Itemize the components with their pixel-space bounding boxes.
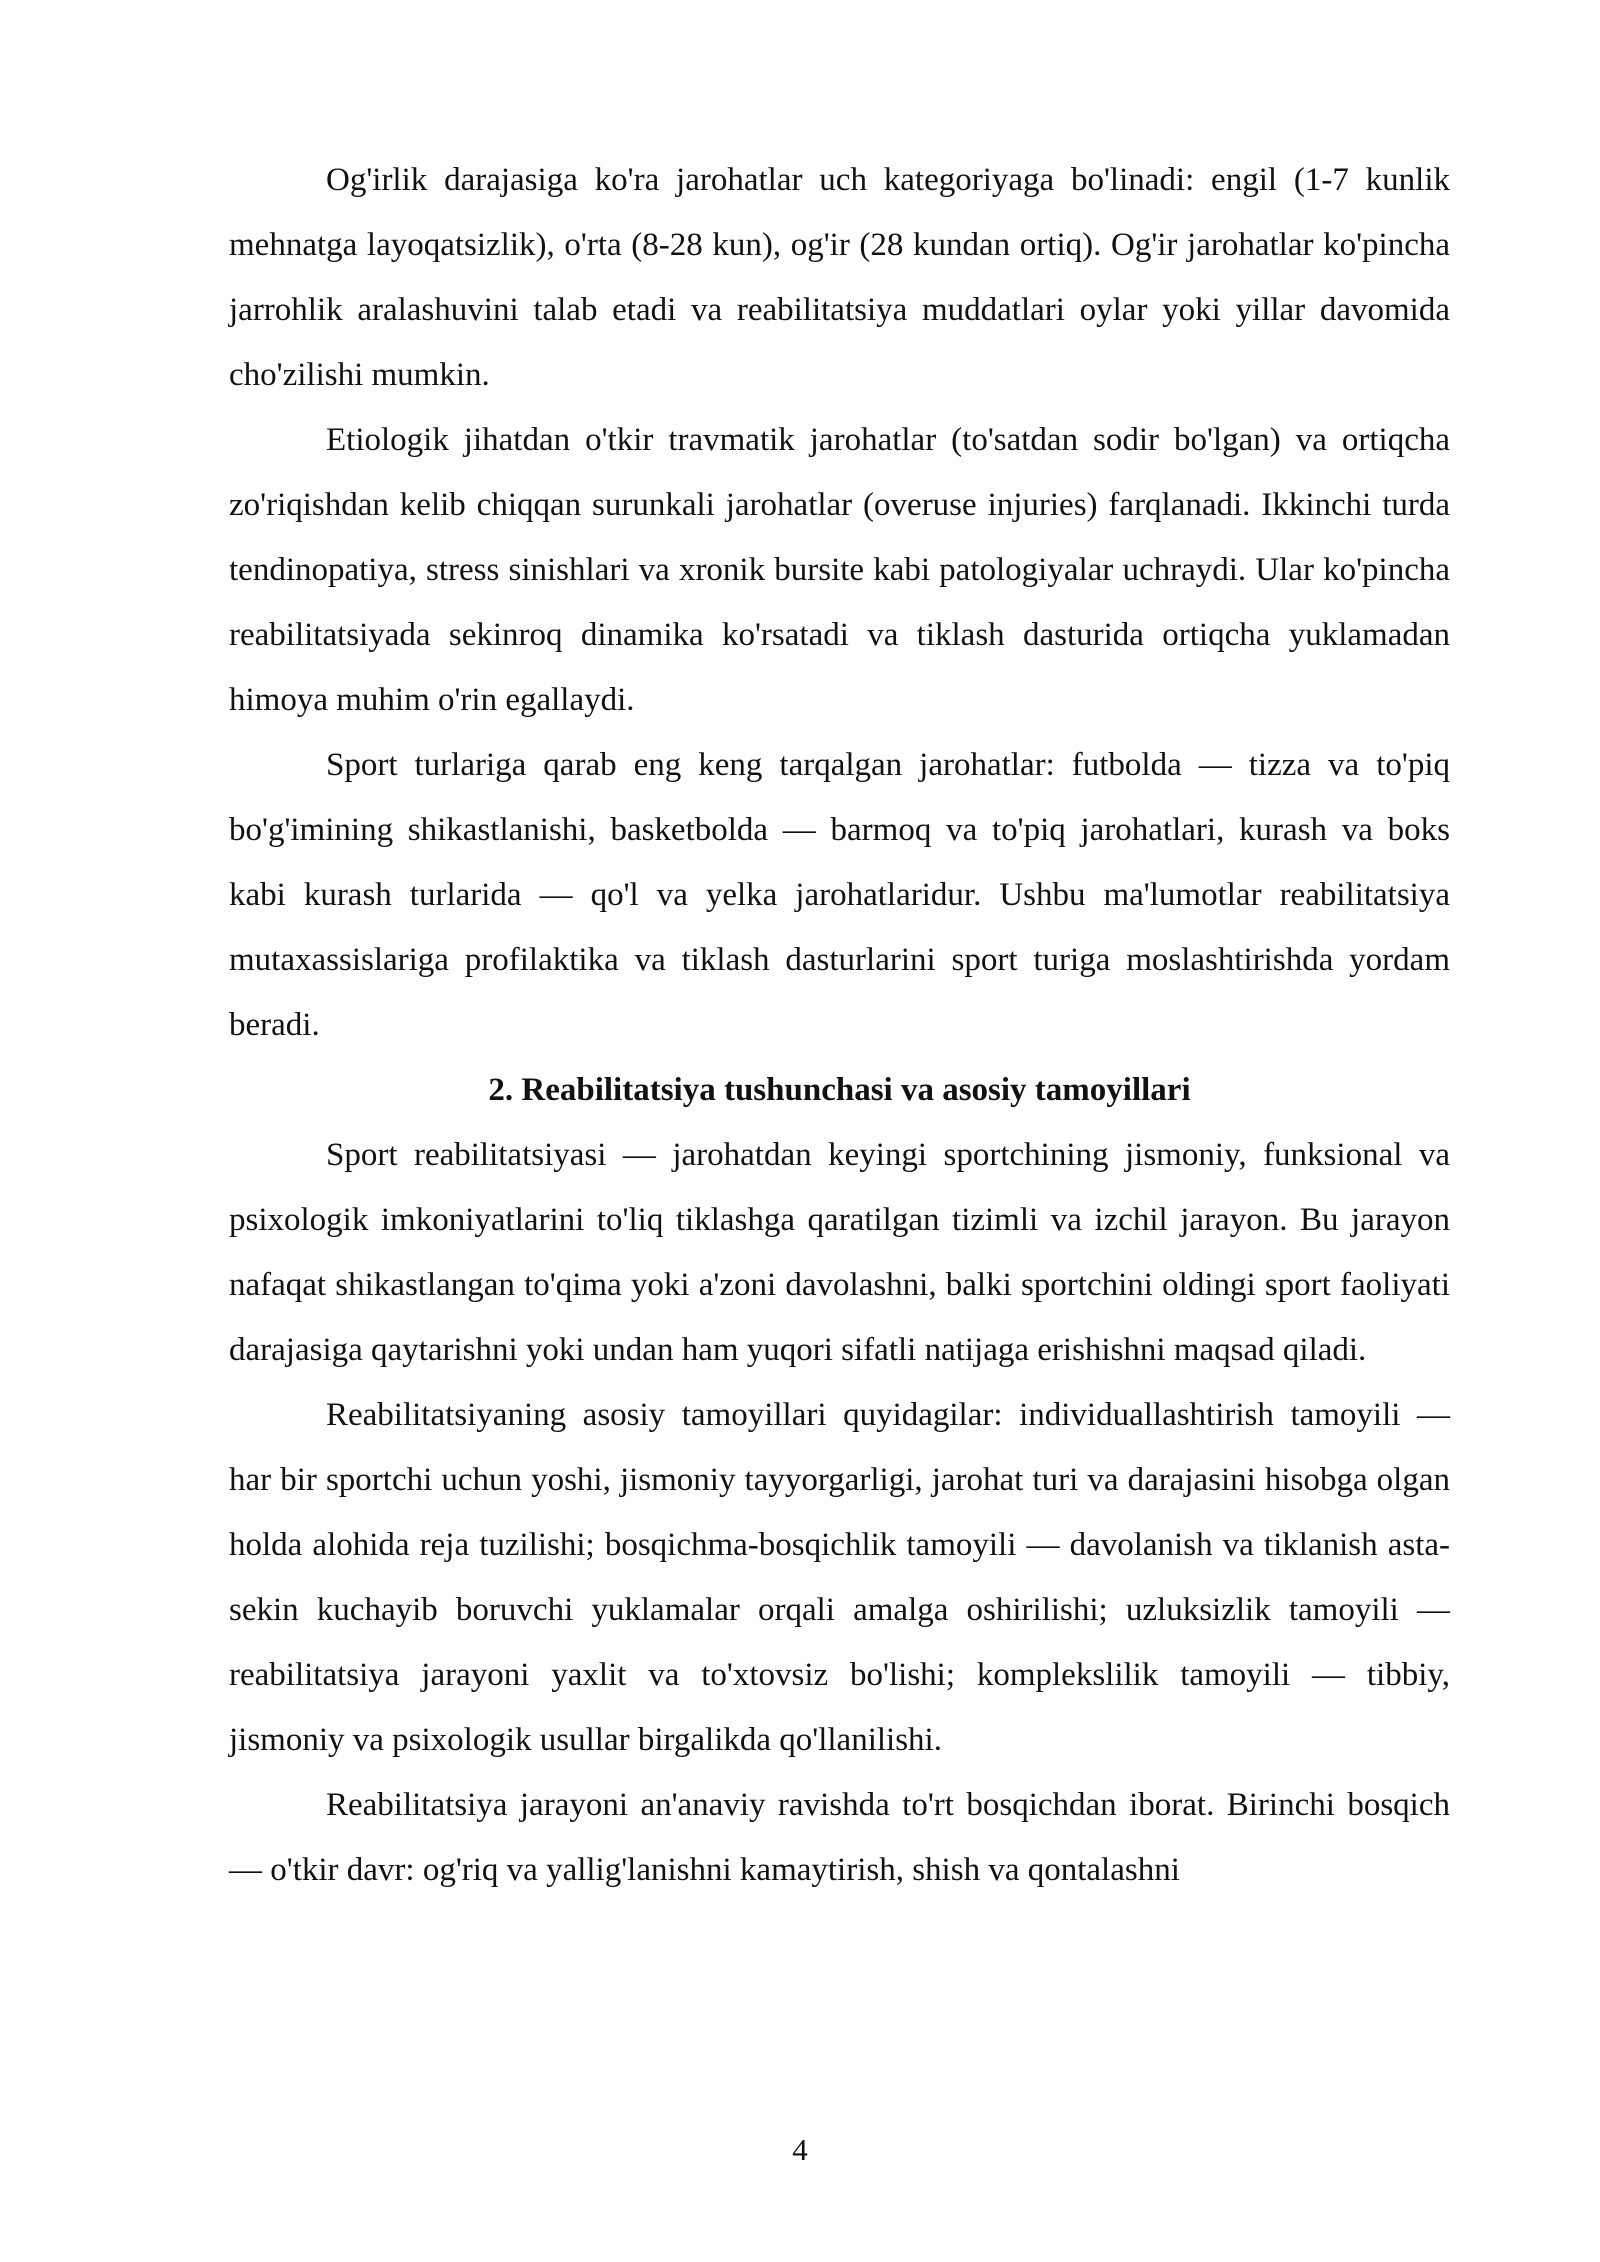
paragraph-rehab-principles: Reabilitatsiyaning asosiy tamoyillari quyidagilar: individuallashtirish tamoyili — har bir sportchi uchun yoshi, jismoniy tayyorgarligi, jarohat turi va darajasini hisobga olgan holda alohida reja tuzilishi; bosqichma-bosqichlik tamoyili — davolanish va tiklanish asta-sekin kuchayib boruvchi yuklamalar orqali amalga oshirilishi; uzluksizlik tamoyili — reabilitatsiya jarayoni yaxlit va to'xtovsiz bo'lishi; komplekslilik tamoyili — tibbiy, jismoniy va psixologik usullar birgalikda qo'llanilishi. <box>229 1397 1450 1758</box>
page-number: 4 <box>792 2132 808 2167</box>
paragraph-injury-severity: Og'irlik darajasiga ko'ra jarohatlar uch kategoriyaga bo'linadi: engil (1-7 kunlik mehnatga layoqatsizlik), o'rta (8-28 kun), og'ir (28 kundan ortiq). Og'ir jarohatlar ko'pincha jarrohlik aralashuvini talab etadi va reabilitatsiya muddatlari oylar yoki yillar davomida cho'zilishi mumkin. <box>229 162 1450 393</box>
paragraph-injury-etiology: Etiologik jihatdan o'tkir travmatik jarohatlar (to'satdan sodir bo'lgan) va ortiqcha zo'riqishdan kelib chiqqan surunkali jarohatlar (overuse injuries) farqlanadi. Ikkinchi turda tendinopatiya, stress sinishlari va xronik bursite kabi patologiyalar uchraydi. Ular ko'pincha reabilitatsiyada sekinroq dinamika ko'rsatadi va tiklash dasturida ortiqcha yuklamadan himoya muhim o'rin egallaydi. <box>229 422 1450 718</box>
paragraph-sport-injuries: Sport turlariga qarab eng keng tarqalgan jarohatlar: futbolda — tizza va to'piq bo'g'imining shikastlanishi, basketbolda — barmoq va to'piq jarohatlari, kurash va boks kabi kurash turlarida — qo'l va yelka jarohatlaridur. Ushbu ma'lumotlar reabilitatsiya mutaxassislariga profilaktika va tiklash dasturlarini sport turiga moslashtirishda yordam beradi. <box>229 747 1450 1043</box>
page-body <box>229 148 1450 1903</box>
paragraph-rehab-stages: Reabilitatsiya jarayoni an'anaviy ravishda to'rt bosqichdan iborat. Birinchi bosqich — o'tkir davr: og'riq va yallig'lanishni kamaytirish, shish va qontalashni <box>229 1787 1450 1888</box>
section-heading: 2. Reabilitatsiya tushunchasi va asosiy tamoyillari <box>488 1072 1191 1108</box>
paragraph-rehab-definition: Sport reabilitatsiyasi — jarohatdan keyingi sportchining jismoniy, funksional va psixologik imkoniyatlarini to'liq tiklashga qaratilgan tizimli va izchil jarayon. Bu jarayon nafaqat shikastlangan to'qima yoki a'zoni davolashni, balki sportchini oldingi sport faoliyati darajasiga qaytarishni yoki undan ham yuqori sifatli natijaga erishishni maqsad qiladi. <box>229 1137 1450 1368</box>
